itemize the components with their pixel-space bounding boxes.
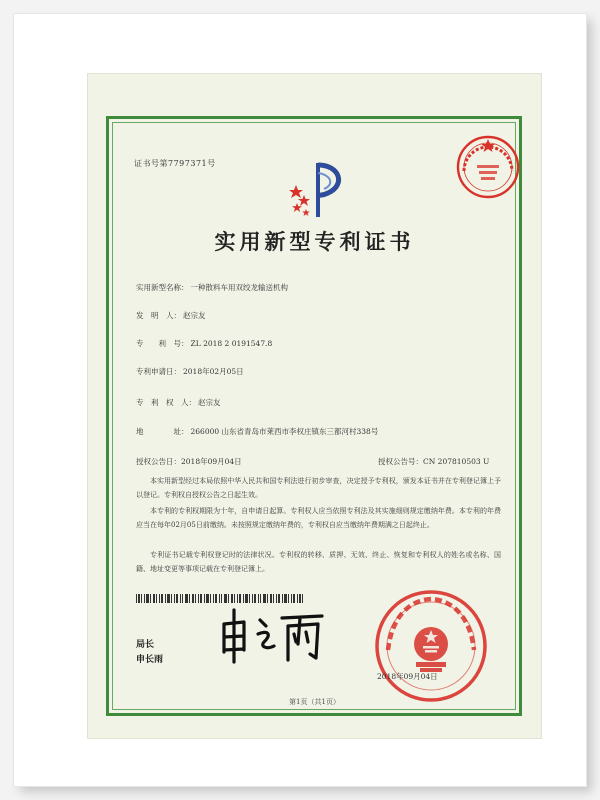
certificate-paper (88, 74, 541, 738)
official-seal-stamp-icon (370, 586, 492, 706)
certificate-frame (14, 14, 586, 786)
paragraph-legal-status: 专利证书记载专利权登记时的法律状况。专利权的转移、质押、无效、终止、恢复和专利权人的姓名或名称、国籍、地址变更等事项记载在专利登记簿上。 (136, 551, 501, 573)
paragraph-term: 本专利的专利权期限为十年，自申请日起算。专利权人应当依照专利法及其实施细则规定缴纳年费。本专利的年费应当在每年02月05日前缴纳。未按照规定缴纳年费的，专利权自应当缴纳年费期满之日起终止。 (136, 507, 501, 529)
director-title: 局长 (136, 640, 155, 650)
field-value: 2018年02月05日 (183, 367, 244, 376)
field-label: 专 利 权 人： (136, 398, 196, 407)
field-value: 赵宗友 (198, 398, 221, 407)
field-value: ZL 2018 2 0191547.8 (190, 339, 273, 348)
barcode (136, 594, 304, 603)
inventor-field (136, 310, 206, 321)
handwritten-signature (216, 604, 328, 666)
paragraph-grant: 本实用新型经过本局依照中华人民共和国专利法进行初步审查，决定授予专利权，颁发本证书并在专利登记簿上予以登记。专利权自授权公告之日起生效。 (136, 477, 501, 499)
field-label: 专利申请日： (136, 367, 181, 376)
field-value: 266000 山东省青岛市莱西市李权庄镇东三都河村338号 (190, 427, 379, 436)
utility-model-name-field (136, 282, 288, 293)
application-date-field (136, 366, 244, 377)
page-number: 第1页（共1页） (289, 698, 340, 706)
authorization-date: 授权公告日：2018年09月04日 (136, 457, 242, 466)
printing-seal-stamp-icon (452, 131, 524, 203)
field-label: 专 利 号： (136, 339, 189, 348)
field-label: 实用新型名称： (136, 283, 189, 292)
patentee-field (136, 397, 221, 408)
field-label: 发 明 人： (136, 311, 181, 320)
address-field (136, 426, 378, 437)
seal-date: 2018年09月04日 (377, 672, 438, 681)
patent-number-field (136, 338, 272, 349)
patent-office-logo-icon (288, 159, 348, 221)
field-value: 赵宗友 (183, 311, 206, 320)
certificate-number: 证书号第7797371号 (134, 159, 216, 168)
authorization-number: 授权公告号：CN 207810503 U (378, 457, 490, 466)
field-value: 一种散料车用双绞龙输送机构 (190, 283, 288, 292)
director-name: 申长雨 (136, 655, 164, 665)
field-label: 地 址： (136, 427, 189, 436)
certificate-title: 实用新型专利证书 (214, 229, 415, 254)
